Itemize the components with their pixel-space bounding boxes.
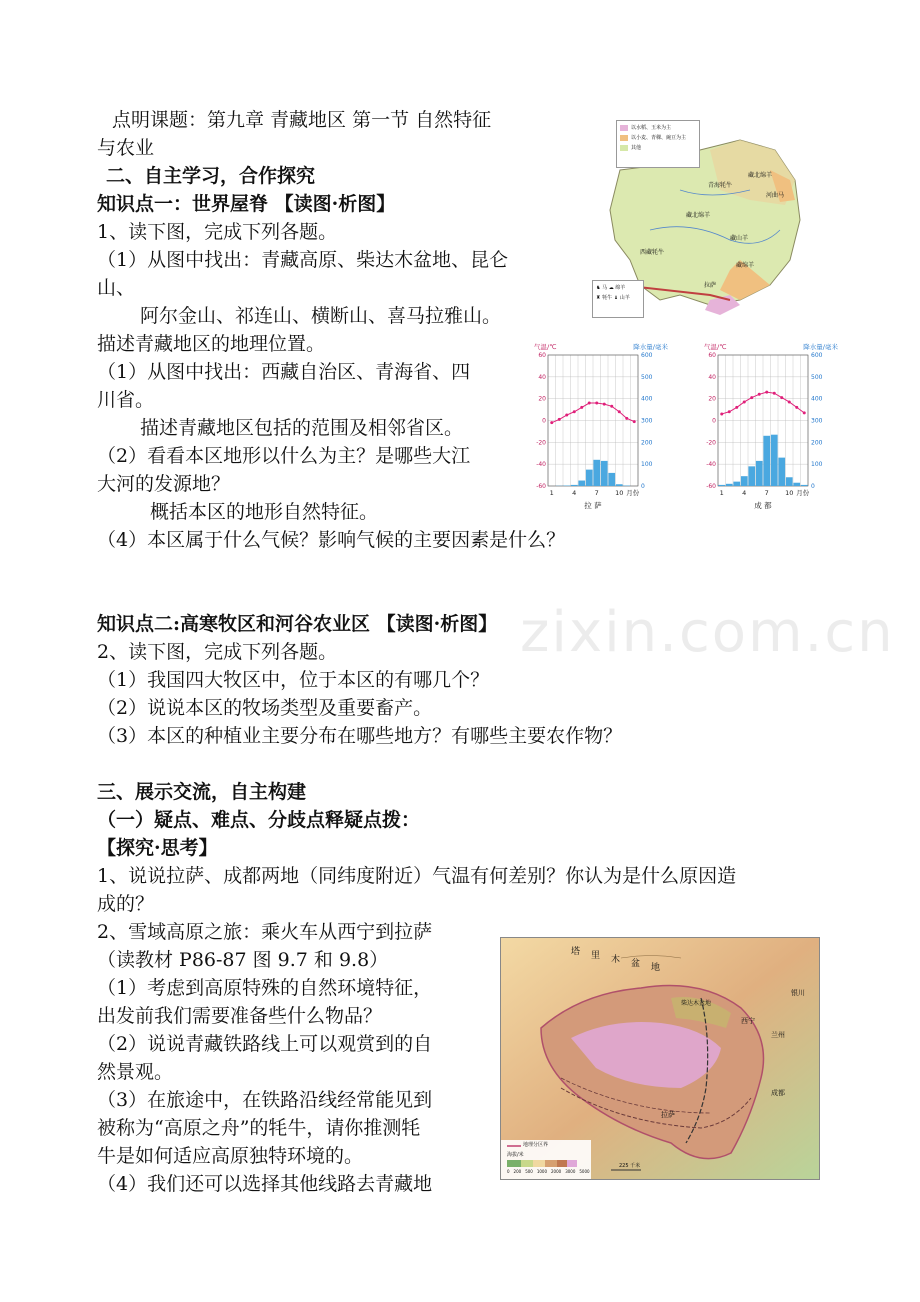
x-tick-label: 4 bbox=[572, 489, 577, 497]
y-tick-label-left: -20 bbox=[536, 439, 546, 447]
chart-title: 成 都 bbox=[754, 501, 772, 510]
map-label-tarim-3: 木 bbox=[611, 955, 621, 965]
temperature-point bbox=[743, 400, 746, 403]
question-1-3-task: 概括本区的地形自然特征。 bbox=[150, 501, 379, 523]
knowledge-point-1-heading: 知识点一：世界屋脊 【读图·析图】 bbox=[97, 193, 396, 215]
precipitation-bar bbox=[786, 477, 793, 486]
explore-question-2: 2、雪域高原之旅：乘火车从西宁到拉萨 bbox=[97, 921, 433, 943]
question-1-3-cont: 大河的发源地？ bbox=[97, 473, 231, 495]
temperature-point bbox=[773, 392, 776, 395]
precipitation-bar bbox=[778, 458, 785, 486]
question-1: 1、读下图，完成下列各题。 bbox=[97, 221, 338, 243]
y-tick-label-right: 600 bbox=[811, 352, 823, 359]
y-tick-label-left: 0 bbox=[712, 417, 716, 425]
question-1-2-cont: 川省。 bbox=[97, 389, 155, 411]
horse-icon: ♞ bbox=[596, 285, 601, 291]
precipitation-bar bbox=[718, 485, 725, 486]
y-tick-label-left: 40 bbox=[538, 373, 546, 381]
precipitation-bar bbox=[601, 461, 608, 486]
climate-chart-lhasa bbox=[530, 340, 670, 515]
terrain-graphic bbox=[501, 938, 819, 1179]
precipitation-bar bbox=[748, 466, 755, 486]
explore-question-2-3: （3）在旅途中，在铁路沿线经常能见到 bbox=[97, 1089, 433, 1111]
y-tick-label-right: 200 bbox=[641, 439, 653, 447]
explore-question-2-1-cont: 出发前我们需要准备些什么物品？ bbox=[97, 1005, 383, 1027]
temperature-point bbox=[625, 417, 628, 420]
y-tick-label-right: 400 bbox=[811, 395, 823, 403]
legend-label: 以水稻、玉米为主 bbox=[631, 125, 672, 131]
climate-chart-svg bbox=[700, 340, 840, 515]
scale-tick: 0 bbox=[507, 1169, 510, 1174]
scale-tick: 500 bbox=[525, 1169, 533, 1174]
precipitation-bar bbox=[586, 470, 593, 486]
scale-tick: 5000 bbox=[579, 1169, 590, 1174]
legend-swatch bbox=[620, 145, 628, 151]
legend-swatch bbox=[620, 135, 628, 141]
x-tick-label: 7 bbox=[594, 489, 599, 497]
x-tick-label: 10 bbox=[785, 489, 794, 497]
temperature-point bbox=[565, 414, 568, 417]
map-label: 西藏牦牛 bbox=[640, 249, 665, 256]
terrain-map bbox=[500, 937, 820, 1180]
question-2-3: （3）本区的种植业主要分布在哪些地方？有哪些主要农作物？ bbox=[97, 725, 623, 747]
explore-heading: 【探究·思考】 bbox=[97, 837, 218, 859]
y-tick-label-right: 400 bbox=[641, 395, 653, 403]
question-1-1-task: 描述青藏地区的地理位置。 bbox=[97, 333, 326, 355]
y-tick-label-left: -40 bbox=[706, 461, 716, 469]
temperature-point bbox=[803, 411, 806, 414]
scale-tick: 1000 bbox=[536, 1169, 548, 1174]
map-label: 河曲马 bbox=[766, 192, 785, 199]
terrain-scale-ticks bbox=[507, 1169, 590, 1174]
temperature-point bbox=[618, 410, 621, 413]
animal-husbandry-map bbox=[590, 110, 804, 328]
precipitation-bar bbox=[763, 436, 770, 486]
y-tick-label-right: 500 bbox=[811, 373, 823, 381]
question-1-2-task: 描述青藏地区包括的范围及相邻省区。 bbox=[140, 417, 464, 439]
precipitation-bar bbox=[793, 483, 800, 486]
map-label-qaidam: 柴达木盆地 bbox=[681, 1000, 712, 1007]
y-tick-label-right: 200 bbox=[811, 439, 823, 447]
chart-title: 拉 萨 bbox=[584, 501, 602, 510]
x-tick-label: 月份 bbox=[796, 489, 810, 497]
y-tick-label-left: 60 bbox=[708, 352, 716, 359]
y-tick-label-left: 20 bbox=[708, 395, 716, 403]
map-label-lhasa: 拉萨 bbox=[661, 1111, 675, 1119]
temperature-point bbox=[735, 406, 738, 409]
question-2-2: （2）说说本区的牧场类型及重要畜产。 bbox=[97, 697, 433, 719]
watermark: zixin.com.cn bbox=[520, 600, 895, 665]
map-label-tarim-5: 地 bbox=[651, 963, 661, 973]
legend-label: 其他 bbox=[631, 145, 642, 151]
map-label-chengdu: 成都 bbox=[771, 1089, 785, 1097]
legend-label: 以小麦、青稞、豌豆为主 bbox=[631, 135, 687, 141]
legend-swatch bbox=[620, 125, 628, 131]
question-1-2: （1）从图中找出：西藏自治区、青海省、四 bbox=[97, 361, 471, 383]
question-2: 2、读下图，完成下列各题。 bbox=[97, 641, 338, 663]
terrain-scale-label: 海拔/米 bbox=[507, 1152, 524, 1158]
terrain-scale-distance: 225 千米 bbox=[619, 1163, 641, 1169]
temperature-point bbox=[550, 421, 553, 424]
precipitation-bar bbox=[733, 482, 740, 486]
explore-question-2-3-end: 牛是如何适应高原独特环境的。 bbox=[97, 1145, 364, 1167]
y-tick-label-left: 20 bbox=[538, 395, 546, 403]
explore-question-2-1: （1）考虑到高原特殊的自然环境特征， bbox=[97, 977, 433, 999]
y-tick-label-right: 0 bbox=[811, 483, 815, 490]
explore-question-2-3-cont: 被称为“高原之舟”的牦牛，请你推测牦 bbox=[97, 1117, 421, 1139]
precipitation-bar bbox=[756, 461, 763, 486]
legend-entry bbox=[620, 144, 696, 151]
temperature-point bbox=[795, 406, 798, 409]
explore-question-2-ref: （读教材 P86-87 图 9.7 和 9.8） bbox=[97, 949, 389, 971]
precipitation-bar bbox=[608, 473, 615, 486]
y-tick-label-right: 300 bbox=[641, 417, 653, 425]
map-label: 藏绵羊 bbox=[736, 262, 755, 269]
map-label: 青海牦牛 bbox=[708, 182, 733, 189]
y-tick-label-left: -60 bbox=[706, 483, 716, 490]
climate-chart-svg bbox=[530, 340, 670, 515]
x-tick-label: 7 bbox=[764, 489, 769, 497]
animal-legend-label: 马 bbox=[602, 285, 608, 291]
lesson-topic-line-2: 与农业 bbox=[97, 137, 155, 159]
precipitation-bar bbox=[616, 484, 623, 486]
x-tick-label: 1 bbox=[549, 489, 554, 497]
map-label-xining: 西宁 bbox=[741, 1017, 755, 1025]
terrain-legend-title: 地理分区界 bbox=[523, 1142, 549, 1148]
question-1-1: （1）从图中找出：青藏高原、柴达木盆地、昆仑 bbox=[97, 249, 509, 271]
precipitation-bar bbox=[593, 460, 600, 486]
goat-icon: ♝ bbox=[613, 295, 619, 301]
map-label: 拉萨 bbox=[704, 282, 717, 289]
y-axis-label-left: 气温/℃ bbox=[534, 343, 557, 351]
question-1-4: （4）本区属于什么气候？影响气候的主要因素是什么？ bbox=[97, 529, 566, 551]
knowledge-point-2-heading: 知识点二:高寒牧区和河谷农业区 【读图·析图】 bbox=[97, 613, 498, 635]
temperature-point bbox=[728, 410, 731, 413]
animal-legend bbox=[592, 280, 644, 318]
question-1-3: （2）看看本区地形以什么为主？是哪些大江 bbox=[97, 445, 471, 467]
question-2-1: （1）我国四大牧区中，位于本区的有哪几个？ bbox=[97, 669, 490, 691]
temperature-point bbox=[765, 391, 768, 394]
scale-tick: 2000 bbox=[551, 1169, 562, 1174]
lesson-topic-line-1: 点明课题：第九章 青藏地区 第一节 自然特征 bbox=[112, 109, 492, 131]
temperature-point bbox=[633, 420, 636, 423]
y-tick-label-left: 60 bbox=[538, 352, 546, 359]
section-heading-3: 三、展示交流，自主构建 bbox=[97, 781, 307, 803]
scale-tick: 200 bbox=[513, 1169, 522, 1174]
legend-entry bbox=[620, 124, 696, 131]
precipitation-bar bbox=[771, 435, 778, 486]
y-tick-label-left: 0 bbox=[542, 417, 546, 425]
x-tick-label: 4 bbox=[742, 489, 747, 497]
map-legend bbox=[616, 120, 700, 168]
temperature-point bbox=[558, 418, 561, 421]
map-label-tarim-1: 塔 bbox=[571, 947, 581, 957]
question-1-1-cont: 山、 bbox=[97, 277, 136, 299]
map-label: 藏北绵羊 bbox=[686, 212, 711, 219]
y-tick-label-right: 500 bbox=[641, 373, 653, 381]
animal-legend-label: 绵羊 bbox=[615, 285, 626, 291]
temperature-point bbox=[573, 410, 576, 413]
map-label: 藏北绵羊 bbox=[748, 172, 773, 179]
y-axis-label-right: 降水量/毫米 bbox=[803, 343, 838, 351]
precipitation-bar bbox=[801, 485, 808, 486]
map-label-tarim-2: 里 bbox=[591, 951, 601, 961]
explore-question-1-cont: 成的？ bbox=[97, 893, 155, 915]
precipitation-bar bbox=[741, 476, 748, 486]
explore-question-2-2: （2）说说青藏铁路线上可以观赏到的自 bbox=[97, 1033, 433, 1055]
climate-chart-chengdu bbox=[700, 340, 840, 515]
y-tick-label-left: 40 bbox=[708, 373, 716, 381]
map-label-tarim-4: 盆 bbox=[631, 959, 641, 969]
temperature-point bbox=[595, 402, 598, 405]
map-label-yinchuan: 银川 bbox=[791, 989, 805, 997]
y-tick-label-left: -60 bbox=[536, 483, 546, 490]
section-heading-2: 二、自主学习，合作探究 bbox=[106, 165, 316, 187]
x-tick-label: 1 bbox=[719, 489, 724, 497]
y-tick-label-right: 0 bbox=[641, 483, 645, 490]
temperature-point bbox=[580, 406, 583, 409]
subsection-heading: （一）疑点、难点、分歧点释疑点拨： bbox=[97, 809, 421, 831]
temperature-point bbox=[720, 412, 723, 415]
temperature-point bbox=[750, 396, 753, 399]
y-axis-label-right: 降水量/毫米 bbox=[633, 343, 668, 351]
animal-legend-label: 山羊 bbox=[619, 295, 630, 301]
temperature-point bbox=[788, 400, 791, 403]
explore-question-2-4: （4）我们还可以选择其他线路去青藏地 bbox=[97, 1173, 433, 1195]
temperature-point bbox=[780, 396, 783, 399]
y-axis-label-left: 气温/℃ bbox=[704, 343, 727, 351]
temperature-point bbox=[610, 405, 613, 408]
y-tick-label-right: 300 bbox=[811, 417, 823, 425]
map-label: 藏山羊 bbox=[730, 235, 749, 242]
temperature-point bbox=[758, 393, 761, 396]
explore-question-1: 1、说说拉萨、成都两地（同纬度附近）气温有何差别？你认为是什么原因造 bbox=[97, 865, 737, 887]
precipitation-bar bbox=[578, 481, 585, 486]
temperature-point bbox=[603, 403, 606, 406]
y-tick-label-right: 100 bbox=[811, 461, 823, 469]
explore-question-2-2-cont: 然景观。 bbox=[97, 1061, 174, 1083]
animal-legend-label: 牦牛 bbox=[602, 295, 613, 301]
y-tick-label-left: -20 bbox=[706, 439, 716, 447]
map-label-lanzhou: 兰州 bbox=[771, 1031, 785, 1039]
yak-icon: ♜ bbox=[596, 295, 601, 301]
precipitation-bar bbox=[571, 485, 578, 486]
legend-entry bbox=[620, 134, 696, 141]
question-1-1-mountains: 阿尔金山、祁连山、横断山、喜马拉雅山。 bbox=[140, 305, 502, 327]
y-tick-label-right: 100 bbox=[641, 461, 653, 469]
y-tick-label-left: -40 bbox=[536, 461, 546, 469]
x-tick-label: 月份 bbox=[626, 489, 640, 497]
y-tick-label-right: 600 bbox=[641, 352, 653, 359]
scale-tick: 3000 bbox=[565, 1169, 576, 1174]
precipitation-bar bbox=[726, 484, 733, 486]
x-tick-label: 10 bbox=[615, 489, 624, 497]
sheep-icon: ☁ bbox=[608, 285, 614, 291]
temperature-point bbox=[588, 402, 591, 405]
